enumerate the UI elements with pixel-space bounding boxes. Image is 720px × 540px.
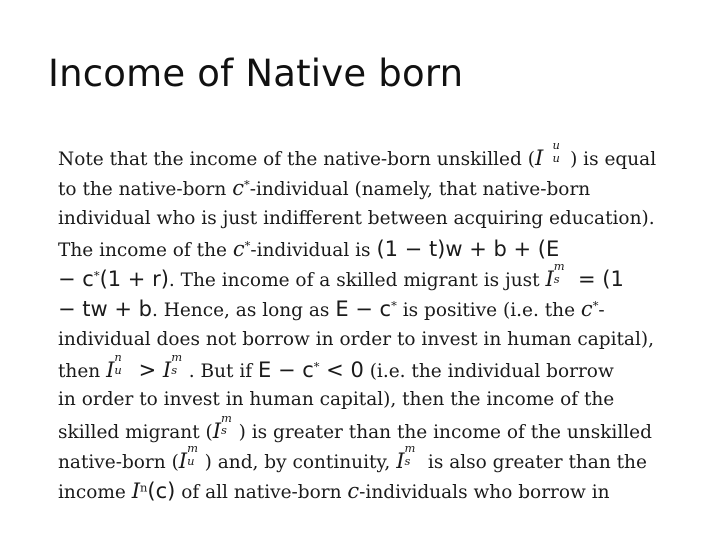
math-expression: − tw + b bbox=[58, 297, 152, 322]
math-superscript: n bbox=[140, 480, 148, 495]
math-variable: c bbox=[580, 297, 593, 322]
body-line-7 bbox=[58, 325, 670, 355]
body-line-2 bbox=[58, 173, 670, 203]
math-expression: (1 − t)w + b + (E bbox=[376, 236, 560, 261]
math-expression: < 0 bbox=[319, 358, 364, 383]
text-run: -individual (namely, that native-born bbox=[249, 179, 591, 201]
math-scripts bbox=[553, 259, 572, 287]
text-run: . The income of a skilled migrant is just bbox=[168, 270, 546, 292]
text-run: (i.e. the individual borrow bbox=[363, 361, 614, 383]
slide-body bbox=[58, 138, 670, 504]
text-run: -individual is bbox=[250, 239, 377, 261]
text-run: ) is equal bbox=[570, 149, 657, 170]
math-superscript: m bbox=[187, 441, 198, 456]
math-variable: I bbox=[396, 448, 405, 473]
math-superscript: * bbox=[244, 238, 251, 253]
math-subscript: u bbox=[552, 150, 560, 165]
text-run: individual does not borrow in order to invest in human capital), bbox=[58, 328, 654, 350]
math-expression: (c) bbox=[147, 479, 176, 504]
math-expression: (1 + r) bbox=[99, 267, 169, 292]
body-line-10 bbox=[58, 410, 670, 446]
math-superscript: * bbox=[313, 359, 320, 374]
math-sub-sup bbox=[534, 143, 553, 170]
math-expression: − c bbox=[58, 267, 94, 292]
math-superscript: * bbox=[243, 178, 250, 192]
body-line-11 bbox=[58, 441, 670, 476]
math-subscript: s bbox=[221, 423, 227, 438]
math-superscript: m bbox=[221, 410, 232, 425]
body-line-4 bbox=[58, 234, 670, 264]
body-line-6 bbox=[58, 294, 670, 324]
math-superscript: * bbox=[391, 299, 397, 314]
math-subscript: s bbox=[171, 362, 178, 377]
math-scripts bbox=[187, 441, 205, 468]
math-superscript: m bbox=[404, 441, 416, 456]
math-variable: I bbox=[106, 358, 115, 383]
math-variable: I bbox=[162, 358, 172, 383]
math-scripts bbox=[114, 350, 132, 378]
body-line-5 bbox=[58, 259, 670, 294]
text-run: skilled migrant ( bbox=[58, 421, 213, 443]
math-scripts bbox=[171, 350, 189, 378]
math-variable: I bbox=[534, 146, 544, 170]
body-line-1 bbox=[58, 138, 670, 173]
text-run: - bbox=[598, 300, 605, 322]
math-variable: c bbox=[347, 479, 360, 504]
text-run: ) is greater than the income of the unskilled bbox=[238, 421, 652, 443]
text-run: is also greater than the bbox=[422, 451, 647, 473]
slide-title: Income of Native born bbox=[48, 52, 464, 95]
body-line-12 bbox=[58, 476, 670, 506]
text-run: . Hence, as long as bbox=[151, 300, 336, 322]
text-run: to the native-born bbox=[58, 179, 233, 201]
text-run: Note that the income of the native-born unskilled ( bbox=[58, 149, 535, 170]
text-run: income bbox=[58, 482, 132, 504]
math-scripts bbox=[221, 410, 239, 438]
math-superscript: * bbox=[592, 299, 599, 314]
math-variable: I bbox=[545, 267, 554, 292]
math-expression: = (1 bbox=[571, 267, 624, 292]
math-scripts bbox=[552, 138, 571, 166]
text-run: then bbox=[58, 361, 107, 383]
math-operator: > bbox=[131, 358, 163, 383]
body-line-3 bbox=[58, 204, 670, 234]
math-variable: c bbox=[232, 176, 244, 201]
math-subscript: u bbox=[114, 362, 122, 377]
math-superscript: u bbox=[552, 138, 560, 153]
math-subscript: s bbox=[404, 453, 411, 468]
math-variable: I bbox=[131, 479, 140, 504]
text-run: in order to invest in human capital), then the income of the bbox=[58, 389, 615, 411]
math-expression: E − c bbox=[258, 358, 314, 383]
text-run: -individuals who borrow in bbox=[359, 482, 610, 504]
text-run: individual who is just indifferent between acquiring education). bbox=[58, 207, 655, 229]
math-variable: I bbox=[178, 448, 188, 473]
text-run: The income of the bbox=[58, 239, 233, 261]
text-run: native-born ( bbox=[58, 451, 179, 473]
math-superscript: m bbox=[171, 350, 183, 365]
math-subscript: s bbox=[553, 271, 560, 286]
math-scripts bbox=[404, 441, 422, 468]
math-variable: I bbox=[212, 418, 222, 443]
math-superscript: n bbox=[114, 350, 122, 365]
text-run: ) and, by continuity, bbox=[204, 451, 397, 473]
text-run: of all native-born bbox=[175, 482, 348, 504]
text-run: . But if bbox=[188, 361, 258, 383]
math-superscript: * bbox=[93, 268, 100, 283]
body-line-9 bbox=[58, 385, 670, 415]
math-variable: c bbox=[232, 236, 245, 261]
math-subscript: u bbox=[187, 453, 195, 468]
text-run: is positive (i.e. the bbox=[396, 300, 581, 322]
math-superscript: m bbox=[553, 259, 565, 274]
math-expression: E − c bbox=[335, 297, 392, 322]
body-line-8 bbox=[58, 350, 670, 385]
